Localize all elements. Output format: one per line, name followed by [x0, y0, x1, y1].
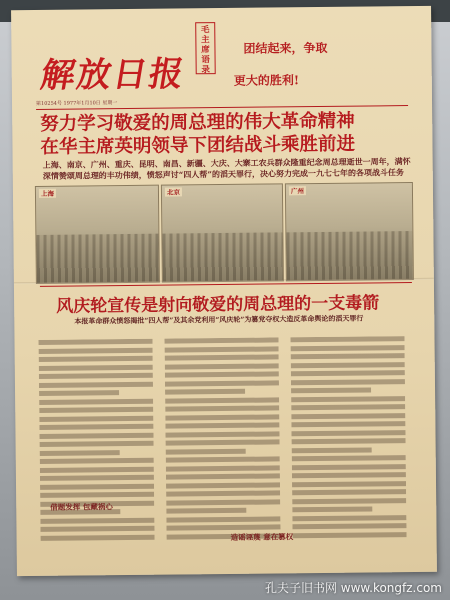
article-column-2 [164, 337, 280, 550]
body-text-line [39, 415, 153, 421]
body-text-line [292, 506, 372, 512]
body-text-line [291, 413, 405, 419]
body-text-line [292, 447, 372, 453]
section-title-right: 造谣诬蔑 意在篡权 [230, 532, 294, 542]
body-text-line [40, 526, 154, 532]
body-text-line [40, 483, 154, 489]
body-text-line [39, 364, 153, 370]
photo-caption-label: 广州 [289, 186, 306, 195]
body-text-line [41, 534, 155, 540]
body-text-line [39, 398, 153, 404]
body-text-line [165, 397, 279, 403]
body-text-line [165, 414, 279, 420]
article-headline: 风庆轮宣传是射向敬爱的周总理的一支毒箭 [56, 293, 380, 317]
body-text-line [292, 438, 406, 444]
body-text-line [166, 448, 246, 454]
site-watermark: 孔夫子旧书网 www.kongfz.com [264, 581, 442, 595]
issue-info: 第10254号 1977年1月10日 星期一 [36, 96, 408, 110]
body-text-line [164, 337, 278, 343]
body-text-line [165, 389, 245, 395]
body-text-line [291, 379, 405, 385]
body-text-line [165, 405, 279, 411]
slogan-line-1: 团结起来，争取 [243, 40, 328, 56]
body-text-line [166, 482, 280, 488]
body-text-line [165, 363, 279, 369]
body-text-line [166, 456, 280, 462]
body-text-line [39, 407, 153, 413]
main-headline-line-1: 努力学习敬爱的周总理的伟大革命精神 [40, 110, 355, 135]
body-text-line [291, 404, 405, 410]
body-text-line [40, 450, 120, 456]
body-text-line [166, 490, 280, 496]
body-text-line [40, 458, 154, 464]
article-column-3 [290, 336, 406, 549]
body-text-line [165, 431, 279, 437]
body-text-line [39, 424, 153, 430]
article-subheadline: 本报革命群众愤怒揭批“四人帮”及其余党利用“风庆轮”为篡党夺权大造反革命舆论的滔天罪行 [74, 313, 364, 326]
body-text-line [292, 464, 406, 470]
body-text-line [166, 465, 280, 471]
body-text-line [39, 381, 153, 387]
body-text-line [291, 353, 405, 359]
body-text-line [292, 515, 406, 521]
news-photo-center [161, 183, 284, 282]
photo-caption-label: 北京 [165, 187, 182, 196]
body-text-line [165, 346, 279, 352]
body-text-line [291, 421, 405, 427]
body-text-line [292, 455, 406, 461]
body-text-line [40, 475, 154, 481]
body-text-line [39, 432, 153, 438]
slogan-line-2: 更大的胜利! [233, 73, 300, 88]
body-text-line [166, 499, 280, 505]
section-title-left: 借题发挥 包藏祸心 [50, 502, 113, 512]
body-text-line [290, 336, 404, 342]
body-text-line [165, 422, 279, 428]
body-text-line [166, 516, 280, 522]
body-text-line [40, 466, 154, 472]
body-text-line [40, 517, 154, 523]
body-text-line [39, 339, 153, 345]
photo-caption-label: 上海 [39, 189, 56, 198]
body-text-line [39, 356, 153, 362]
body-text-line [292, 481, 406, 487]
body-text-line [165, 371, 279, 377]
body-text-line [291, 362, 405, 368]
body-text-line [291, 387, 371, 393]
body-text-line [291, 345, 405, 351]
body-text-line [39, 390, 119, 396]
quotation-box: 毛主席语录 [195, 22, 216, 74]
body-text-line [40, 492, 154, 498]
body-text-line [291, 370, 405, 376]
main-subheadline: 上海、南京、广州、重庆、昆明、南昌、新疆、大庆、大寨工农兵群众隆重纪念周总理逝世一周年，满怀深情赞颂周总理的丰功伟绩，愤怒声讨“四人帮”的滔天罪行，决心努力完成一九七七年的各项战斗任务 [42, 156, 411, 181]
body-text-line [39, 347, 153, 353]
body-text-line [291, 430, 405, 436]
body-text-line [292, 523, 406, 529]
article-column-1 [39, 339, 155, 552]
main-headline-line-2: 在华主席英明领导下团结战斗乘胜前进 [40, 133, 356, 158]
body-text-line [292, 498, 406, 504]
body-text-line [166, 508, 246, 514]
body-text-line [166, 473, 280, 479]
body-text-line [291, 396, 405, 402]
body-text-line [165, 380, 279, 386]
body-text-line [40, 441, 154, 447]
newspaper-masthead: 解放日报 [37, 54, 189, 96]
newspaper-page [11, 6, 437, 576]
body-text-line [166, 524, 280, 530]
body-text-line [292, 472, 406, 478]
body-text-line [39, 373, 153, 379]
body-text-line [165, 354, 279, 360]
news-photo-right [285, 182, 414, 281]
body-text-line [293, 532, 407, 538]
body-text-line [166, 439, 280, 445]
body-text-line [292, 489, 406, 495]
news-photo-left [35, 185, 160, 284]
